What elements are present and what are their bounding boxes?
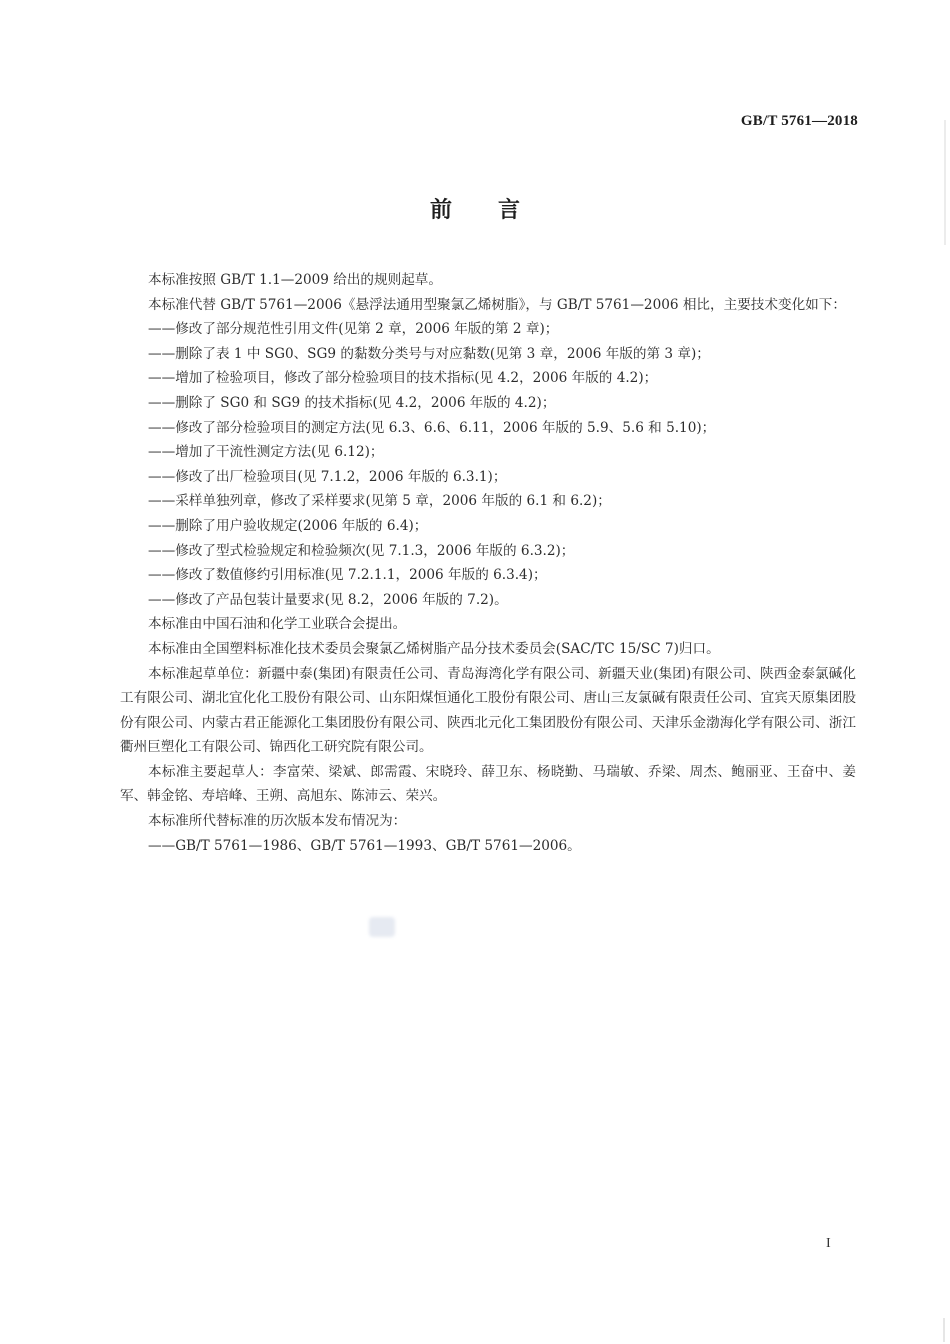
paragraph-drafters: 本标准主要起草人：李富荣、梁斌、郎需霞、宋晓玲、薛卫东、杨晓勤、马瑞敏、乔梁、周杰、鲍丽亚、王奋中、姜军、韩金铭、寿培峰、王朔、高旭东、陈沛云、荣兴。	[120, 763, 856, 805]
paragraph-proposer: 本标准由中国石油和化学工业联合会提出。	[148, 616, 407, 633]
change-item: ——删除了表 1 中 SG0、SG9 的黏数分类号与对应黏数(见第 3 章，2006 年版的第 3 章)；	[148, 345, 710, 362]
change-item: ——修改了产品包装计量要求(见 8.2，2006 年版的 7.2)。	[148, 591, 508, 608]
change-item: ——修改了型式检验规定和检验频次(见 7.1.3，2006 年版的 6.3.2)；	[148, 542, 575, 559]
paragraph-history-intro: 本标准所代替标准的历次版本发布情况为：	[148, 813, 407, 830]
document-body	[120, 268, 856, 858]
standard-code: GB/T 5761—2018	[740, 113, 858, 129]
change-item: ——采样单独列章，修改了采样要求(见第 5 章，2006 年版的 6.1 和 6.2)；	[148, 493, 611, 510]
paragraph-replacement: 本标准代替 GB/T 5761—2006《悬浮法通用型聚氯乙烯树脂》，与 GB/T 5761—2006 相比，主要技术变化如下：	[148, 296, 846, 313]
title-char: 言	[498, 198, 521, 223]
change-item: ——修改了数值修约引用标准(见 7.2.1.1，2006 年版的 6.3.4)；	[148, 567, 547, 584]
change-item: ——删除了 SG0 和 SG9 的技术指标(见 4.2，2006 年版的 4.2)；	[148, 394, 556, 411]
change-item: ——修改了出厂检验项目(见 7.1.2，2006 年版的 6.3.1)；	[148, 468, 507, 485]
change-item: ——删除了用户验收规定(2006 年版的 6.4)；	[148, 517, 428, 534]
change-item: ——修改了部分规范性引用文件(见第 2 章，2006 年版的第 2 章)；	[148, 321, 559, 338]
page-title	[0, 193, 950, 224]
change-item: ——修改了部分检验项目的测定方法(见 6.3、6.6、6.11，2006 年版的 5.9、5.6 和 5.10)；	[148, 419, 716, 436]
page-number: I	[826, 1236, 831, 1251]
paragraph-drafting-units: 本标准起草单位：新疆中泰(集团)有限责任公司、青岛海湾化学有限公司、新疆天业(集团)有限公司、陕西金泰氯碱化工有限公司、湖北宜化化工股份有限公司、山东阳煤恒通化工股份有限公司、唐山三友氯碱有限责任公司、宜宾天原集团股份有限公司、内蒙古君正能源化工集团股份有限公司、陕西北元化工集团股份有限公司、天津乐金渤海化学有限公司、浙江衢州巨塑化工有限公司、锦西化工研究院有限公司。	[120, 665, 856, 756]
title-char: 前	[429, 198, 452, 223]
paragraph-drafting-rules: 本标准按照 GB/T 1.1—2009 给出的规则起草。	[148, 272, 442, 288]
change-item: ——增加了检验项目，修改了部分检验项目的技术指标(见 4.2，2006 年版的 4.2)；	[148, 370, 658, 387]
change-item: ——增加了干流性测定方法(见 6.12)；	[148, 444, 384, 461]
scan-smudge	[369, 917, 395, 937]
scan-edge-artifact	[944, 120, 946, 245]
history-item: ——GB/T 5761—1986、GB/T 5761—1993、GB/T 5761—2006。	[148, 837, 581, 854]
paragraph-committee: 本标准由全国塑料标准化技术委员会聚氯乙烯树脂产品分技术委员会(SAC/TC 15/SC 7)归口。	[148, 640, 720, 657]
scan-edge-artifact	[943, 1318, 945, 1342]
